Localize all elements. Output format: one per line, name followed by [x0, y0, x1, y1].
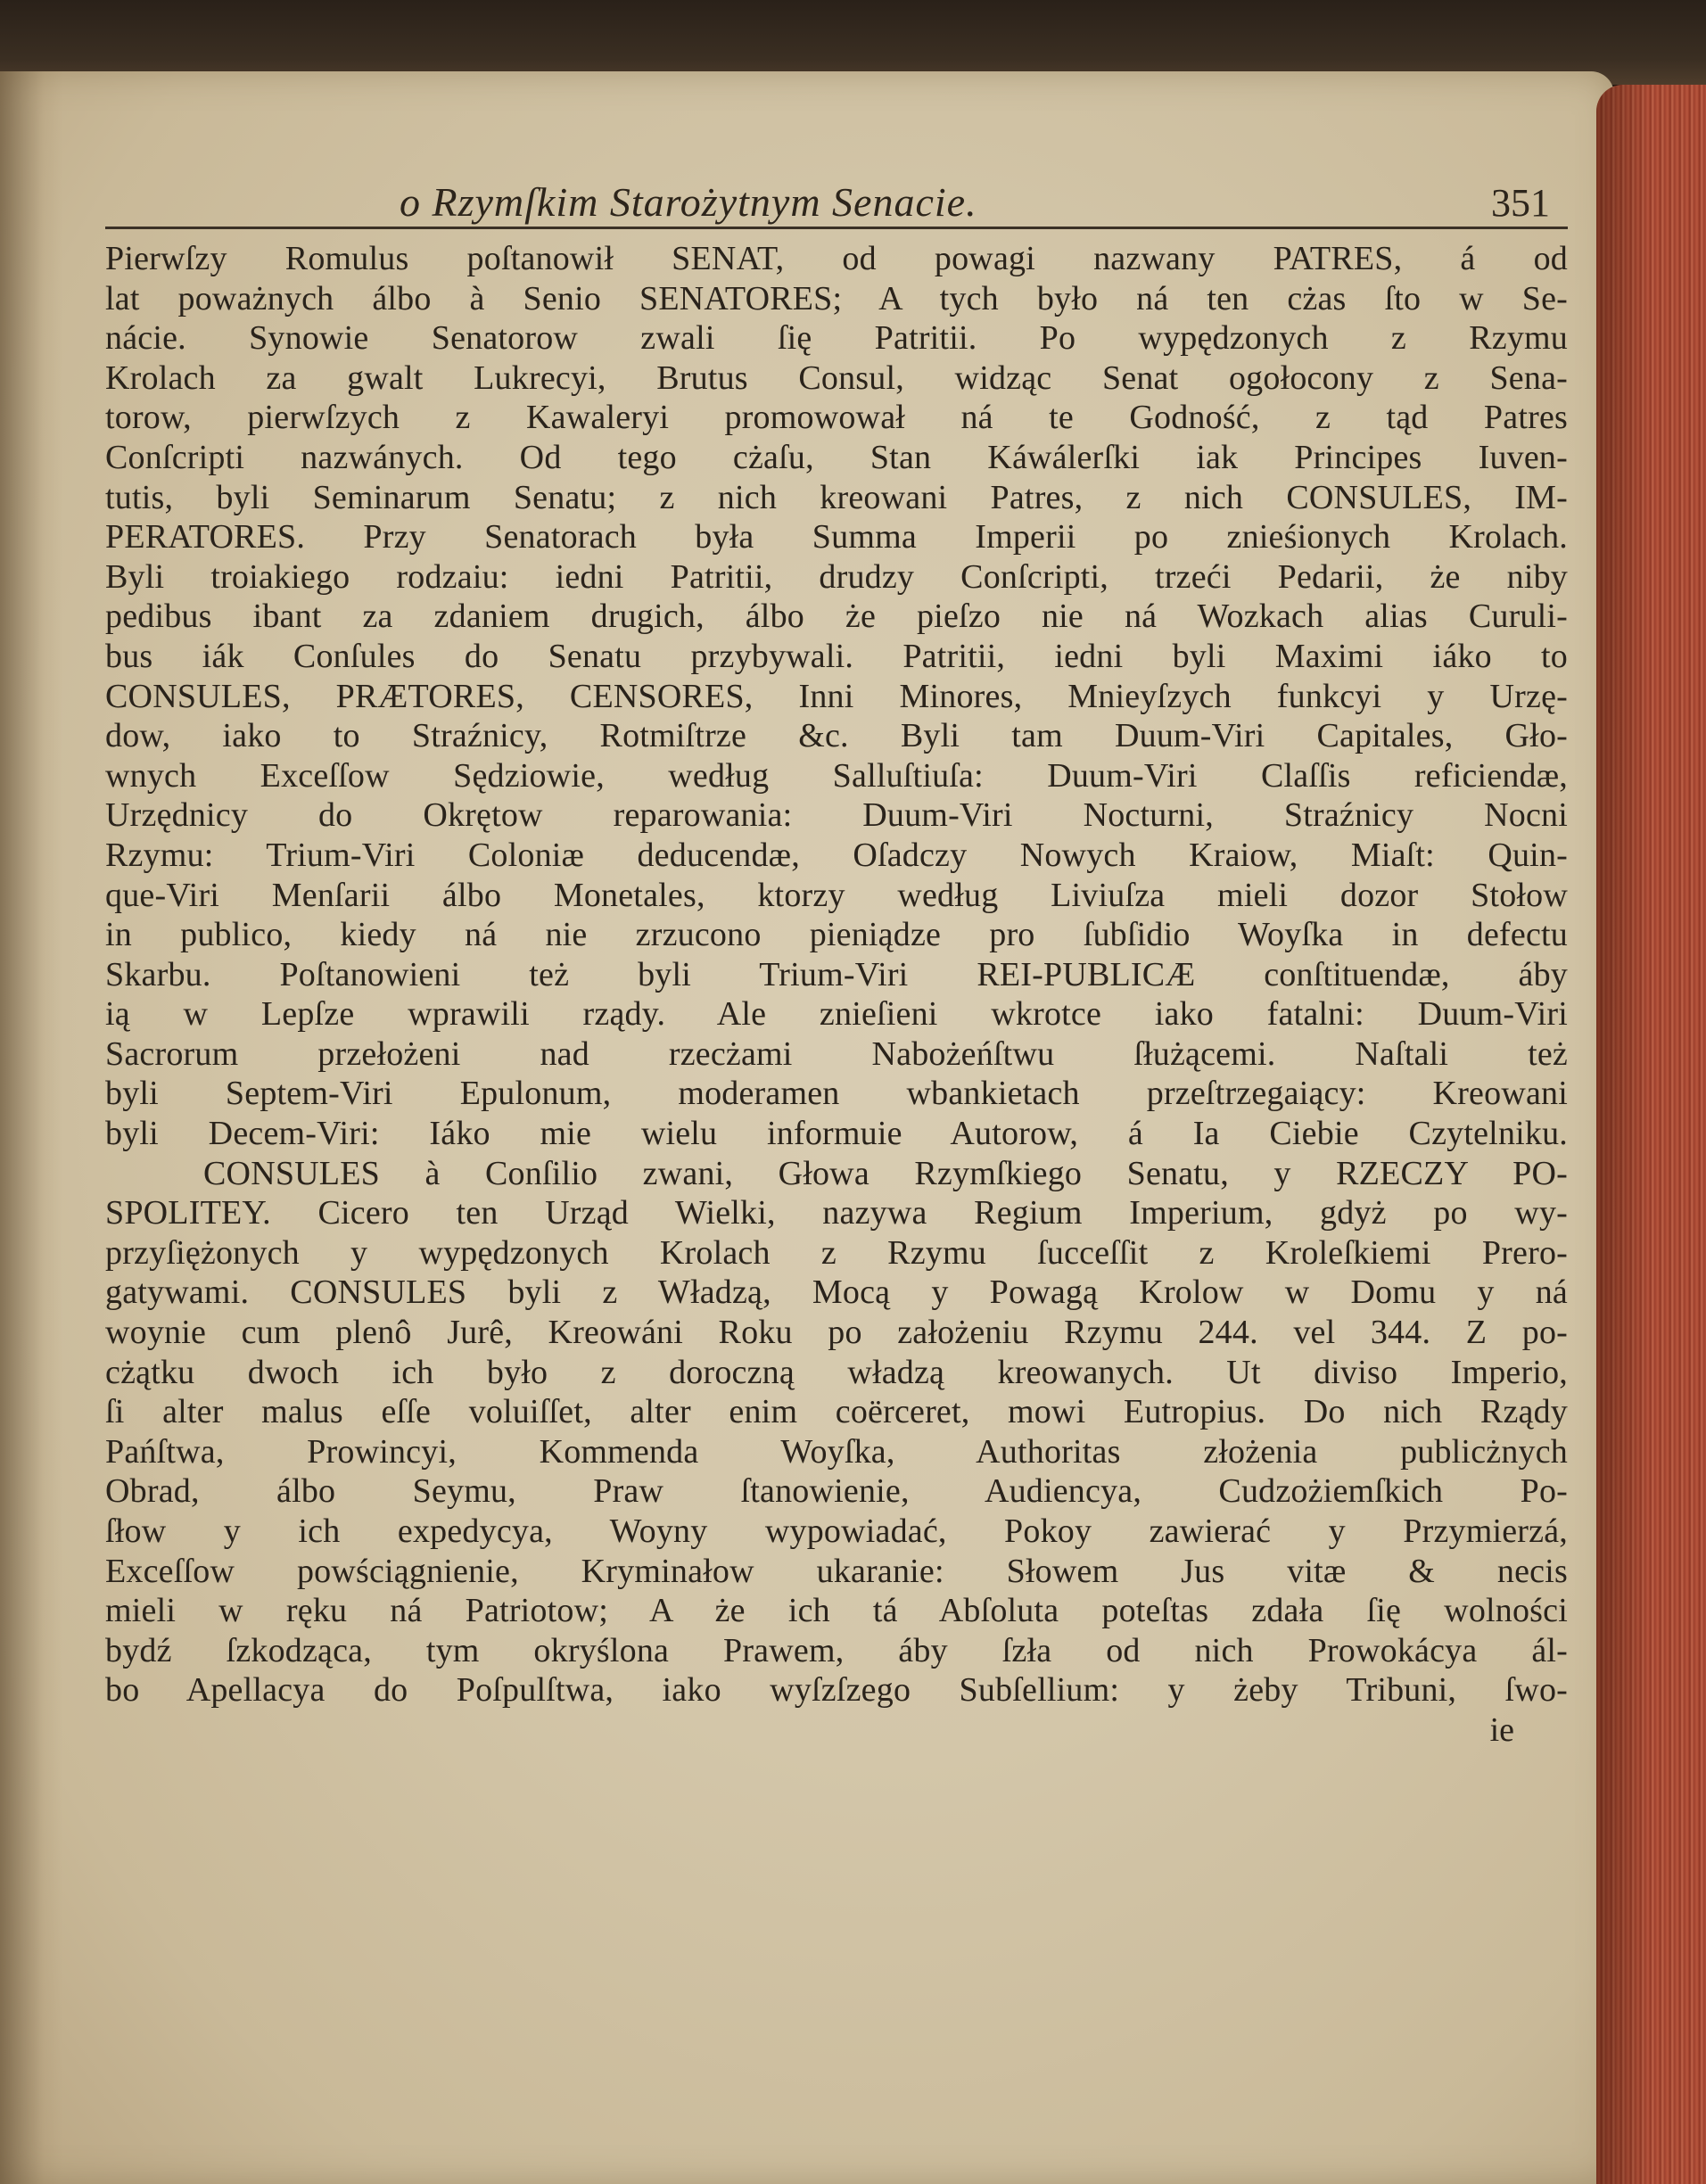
running-head [105, 178, 1568, 232]
text-line: ſi alter malus eſſe voluiſſet, alter enim coërceret, mowi Eutropius. Do nich Rządy [105, 1393, 1568, 1431]
text-line: que-Viri Menſarii álbo Monetales, ktorzy według Liviuſza mieli dozor Stołow [105, 876, 1568, 914]
book-gutter [0, 71, 62, 2184]
body-text [105, 239, 1568, 1751]
text-line: Byli troiakiego rodzaiu: iedni Patritii, drudzy Conſcripti, trzeći Pedarii, że niby [105, 557, 1568, 596]
text-line: CONSULES, PRÆTORES, CENSORES, Inni Minores, Mnieyſzych funkcyi y Urzę- [105, 677, 1568, 715]
text-line: Urzędnicy do Okrętow reparowania: Duum-Viri Nocturni, Straźnicy Nocni [105, 796, 1568, 835]
text-line: SPOLITEY. Cicero ten Urząd Wielki, nazywa Regium Imperium, gdyż po wy- [105, 1194, 1568, 1232]
text-line: pedibus ibant za zdaniem drugich, álbo że pieſzo nie ná Wozkach alias Curuli- [105, 598, 1568, 636]
text-line: CONSULES à Conſilio zwani, Głowa Rzymſkiego Senatu, y RZECZY PO- [203, 1154, 1568, 1192]
text-line: byli Decem-Viri: Iáko mie wielu informuie Autorow, á Ia Ciebie Czytelniku. [105, 1115, 1568, 1153]
text-line: PERATORES. Przy Senatorach była Summa Imperii po znieśionych Krolach. [105, 518, 1568, 556]
text-line: mieli w ręku ná Patriotow; A że ich tá Abſoluta poteſtas zdała ſię wolności [105, 1592, 1568, 1630]
text-line: Conſcripti nazwánych. Od tego cżaſu, Stan Káwálerſki iak Principes Iuven- [105, 438, 1568, 476]
text-line: Pańſtwa, Prowincyi, Kommenda Woyſka, Authoritas złożenia publicżnych [105, 1432, 1568, 1471]
text-block [105, 178, 1568, 1751]
text-line: bydź ſzkodząca, tym okryślona Prawem, áby ſzła od nich Prowokácya ál- [105, 1631, 1568, 1669]
text-line: torow, pierwſzych z Kawaleryi promowował ná te Godność, z tąd Patres [105, 399, 1568, 437]
text-line: cżątku dwoch ich było z doroczną władzą kreowanych. Ut diviso Imperio, [105, 1353, 1568, 1391]
text-line: Exceſſow powściągnienie, Kryminałow ukaranie: Słowem Jus vitæ & necis [105, 1552, 1568, 1590]
text-line: tutis, byli Seminarum Senatu; z nich kreowani Patres, z nich CONSULES, IM- [105, 478, 1568, 516]
text-line: in publico, kiedy ná nie zrzucono pieniądze pro ſubſidio Woyſka in defectu [105, 916, 1568, 954]
running-title: o Rzymſkim Starożytnym Senacie. [400, 179, 977, 225]
text-line: Skarbu. Poſtanowieni też byli Trium-Viri REI-PUBLICÆ conſtituendæ, áby [105, 955, 1568, 993]
text-line: Rzymu: Trium-Viri Coloniæ deducendæ, Oſadczy Nowych Kraiow, Miaſt: Quin- [105, 836, 1568, 874]
text-line: ią w Lepſze wprawili rządy. Ale znieſieni wkrotce iako fatalni: Duum-Viri [105, 995, 1568, 1034]
catchword: ie [1489, 1710, 1514, 1749]
text-line: bus iák Conſules do Senatu przybywali. Patritii, iedni byli Maximi iáko to [105, 637, 1568, 675]
text-line: nácie. Synowie Senatorow zwali ſię Patritii. Po wypędzonych z Rzymu [105, 319, 1568, 358]
text-line: lat poważnych álbo à Senio SENATORES; A tych było ná ten cżas ſto w Se- [105, 279, 1568, 317]
text-line: ſłow y ich expedycya, Woyny wypowiadać, Pokoy zawierać y Przymierzá, [105, 1512, 1568, 1550]
catchword-row [105, 1710, 1568, 1751]
text-line: wnych Exceſſow Sędziowie, według Salluſtiuſa: Duum-Viri Claſſis reficiendæ, [105, 756, 1568, 795]
text-line: bo Apellacya do Poſpulſtwa, iako wyſzſzego Subſellium: y żeby Tribuni, ſwo- [105, 1671, 1568, 1710]
text-line: Krolach za gwalt Lukrecyi, Brutus Consul, widząc Senat ogołocony z Sena- [105, 359, 1568, 397]
header-rule [105, 227, 1568, 229]
page-number: 351 [1491, 181, 1550, 225]
text-line: Obrad, álbo Seymu, Praw ſtanowienie, Audiencya, Cudzożiemſkich Po- [105, 1472, 1568, 1511]
page-edges-shadow [1596, 85, 1650, 2184]
text-line: Sacrorum przełożeni nad rzecżami Nabożeńſtwu ſłużącemi. Naſtali też [105, 1034, 1568, 1073]
text-line: dow, iako to Straźnicy, Rotmiſtrze &c. Byli tam Duum-Viri Capitales, Gło- [105, 717, 1568, 755]
text-line: woynie cum plenô Jurê, Kreowáni Roku po założeniu Rzymu 244. vel 344. Z po- [105, 1314, 1568, 1352]
text-line: Pierwſzy Romulus poſtanowił SENAT, od powagi nazwany PATRES, á od [105, 240, 1568, 277]
text-line: gatywami. CONSULES byli z Władzą, Mocą y Powagą Krolow w Domu y ná [105, 1273, 1568, 1312]
text-line: przyſiężonych y wypędzonych Krolach z Rzymu ſucceſſit z Kroleſkiemi Prero- [105, 1233, 1568, 1272]
text-line: byli Septem-Viri Epulonum, moderamen wbankietach przeſtrzegaiący: Kreowani [105, 1075, 1568, 1113]
